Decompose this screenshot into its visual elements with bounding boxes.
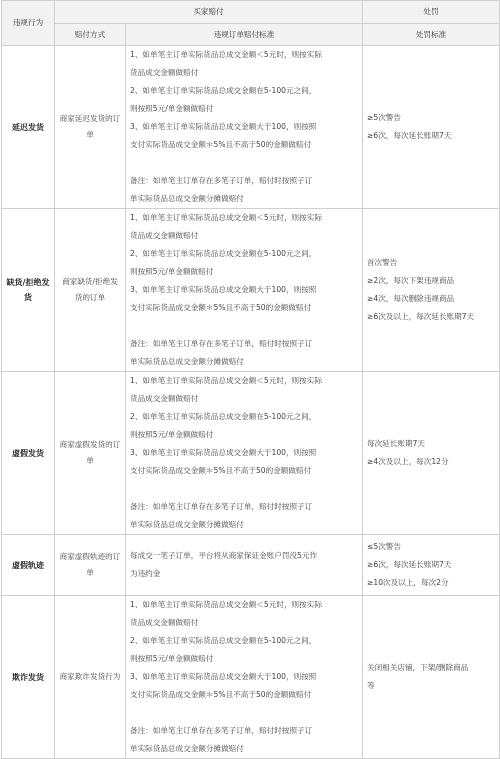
- penalty-line: ≤5次警告: [367, 542, 401, 551]
- violation-penalty-table: [1, 0, 500, 759]
- penalty-standard: [363, 596, 500, 759]
- compensation-standard: [126, 596, 363, 759]
- penalty-standard: [363, 372, 500, 535]
- penalty-line: ≥10次及以上，每次2分: [367, 578, 449, 587]
- penalty-standard: [363, 535, 500, 596]
- compensation-method: 商家缺货/拒绝发货的订单: [55, 209, 126, 372]
- standard-line: 货品成交金额做赔付: [130, 231, 199, 240]
- penalty-line: ≥5次警告: [367, 113, 401, 122]
- standard-line: 单实际货品总成交金额分摊做赔付: [130, 520, 244, 529]
- spacer: [130, 480, 358, 498]
- violation-category: 虚假发货: [2, 372, 55, 535]
- standard-line: 货品成交金额做赔付: [130, 618, 199, 627]
- spacer: [130, 317, 358, 335]
- standard-line: 3、如单笔主订单实际货品总成交金额大于100，则按照: [130, 448, 317, 457]
- standard-line: 3、如单笔主订单实际货品总成交金额大于100，则按照: [130, 672, 317, 681]
- standard-line: 则按照5元/单金额做赔付: [130, 104, 214, 113]
- standard-line: 支付实际货品成交金额＊5%且不高于50的金额做赔付: [130, 466, 312, 475]
- standard-line: 单实际货品总成交金额分摊做赔付: [130, 357, 244, 366]
- compensation-standard: [126, 209, 363, 372]
- penalty-line: ≥6次，每次延长账期7天: [367, 560, 452, 569]
- standard-line: 1、如单笔主订单实际货品总成交金额＜5元时，则按实际: [130, 376, 322, 385]
- standard-line: 支付实际货品成交金额＊5%且不高于50的金额做赔付: [130, 690, 312, 699]
- penalty-line: 等: [367, 681, 375, 690]
- standard-line: 1、如单笔主订单实际货品总成交金额＜5元时，则按实际: [130, 50, 322, 59]
- table-row: [2, 46, 500, 209]
- compensation-standard: [126, 372, 363, 535]
- header-comp-method: 赔付方式: [55, 24, 126, 46]
- table-row: [2, 535, 500, 596]
- table-row: [2, 596, 500, 759]
- standard-line: 3、如单笔主订单实际货品总成交金额大于100，则按照: [130, 285, 317, 294]
- standard-line: 支付实际货品成交金额＊5%且不高于50的金额做赔付: [130, 140, 312, 149]
- standard-line: 单实际货品总成交金额分摊做赔付: [130, 744, 244, 753]
- penalty-line: 每次延长账期7天: [367, 439, 425, 448]
- penalty-standard: [363, 209, 500, 372]
- penalty-line: 首次警告: [367, 258, 398, 267]
- penalty-line: ≥2次，每次下架违规商品: [367, 276, 455, 285]
- standard-line: 3、如单笔主订单实际货品总成交金额大于100，则按照: [130, 122, 317, 131]
- standard-line: 支付实际货品成交金额＊5%且不高于50的金额做赔付: [130, 303, 312, 312]
- penalty-line: ≥6次及以上，每次延长账期7天: [367, 312, 475, 321]
- violation-category: 缺货/拒绝发货: [2, 209, 55, 372]
- standard-line: 则按照5元/单金额做赔付: [130, 430, 214, 439]
- violation-category: 欺诈发货: [2, 596, 55, 759]
- spacer: [130, 704, 358, 722]
- header-comp-standard: 违规订单赔付标准: [126, 24, 363, 46]
- standard-line: 备注：如单笔主订单存在多笔子订单，赔付时按照子订: [130, 339, 313, 348]
- compensation-standard: [126, 535, 363, 596]
- standard-line: 货品成交金额做赔付: [130, 394, 199, 403]
- header-penalty: 处罚: [363, 1, 500, 24]
- compensation-method: 商家欺诈发货行为: [55, 596, 126, 759]
- standard-line: 备注：如单笔主订单存在多笔子订单，赔付时按照子订: [130, 502, 313, 511]
- header-violation: 违规行为: [2, 1, 55, 46]
- standard-line: 2、如单笔主订单实际货品总成交金额在5-100元之间，: [130, 412, 317, 421]
- standard-line: 则按照5元/单金额做赔付: [130, 267, 214, 276]
- standard-line: 为违约金: [130, 569, 161, 578]
- compensation-method: 商家延迟发货的订单: [55, 46, 126, 209]
- compensation-method: 商家虚假轨迹的订单: [55, 535, 126, 596]
- header-penalty-standard: 处罚标准: [363, 24, 500, 46]
- table-row: [2, 372, 500, 535]
- standard-line: 每成交一笔子订单，平台将从商家保证金账户罚没5元作: [130, 551, 318, 560]
- penalty-line: 关闭相关店铺，下架/删除商品: [367, 663, 469, 672]
- standard-line: 2、如单笔主订单实际货品总成交金额在5-100元之间，: [130, 636, 317, 645]
- standard-line: 备注：如单笔主订单存在多笔子订单，赔付时按照子订: [130, 176, 313, 185]
- spacer: [130, 154, 358, 172]
- standard-line: 则按照5元/单金额做赔付: [130, 654, 214, 663]
- standard-line: 单实际货品总成交金额分摊做赔付: [130, 194, 244, 203]
- header-buyer-compensation: 买家赔付: [55, 1, 363, 24]
- penalty-standard: [363, 46, 500, 209]
- violation-category: 延迟发货: [2, 46, 55, 209]
- table-row: [2, 209, 500, 372]
- standard-line: 2、如单笔主订单实际货品总成交金额在5-100元之间，: [130, 249, 317, 258]
- standard-line: 1、如单笔主订单实际货品总成交金额＜5元时，则按实际: [130, 213, 322, 222]
- violation-category: 虚假轨迹: [2, 535, 55, 596]
- compensation-standard: [126, 46, 363, 209]
- standard-line: 2、如单笔主订单实际货品总成交金额在5-100元之间，: [130, 86, 317, 95]
- standard-line: 货品成交金额做赔付: [130, 68, 199, 77]
- penalty-line: ≥6次，每次延长账期7天: [367, 131, 452, 140]
- compensation-method: 商家虚假发货的订单: [55, 372, 126, 535]
- standard-line: 1、如单笔主订单实际货品总成交金额＜5元时，则按实际: [130, 600, 322, 609]
- penalty-line: ≥4次及以上，每次12分: [367, 457, 449, 466]
- penalty-line: ≥4次，每次删除违规商品: [367, 294, 455, 303]
- standard-line: 备注：如单笔主订单存在多笔子订单，赔付时按照子订: [130, 726, 313, 735]
